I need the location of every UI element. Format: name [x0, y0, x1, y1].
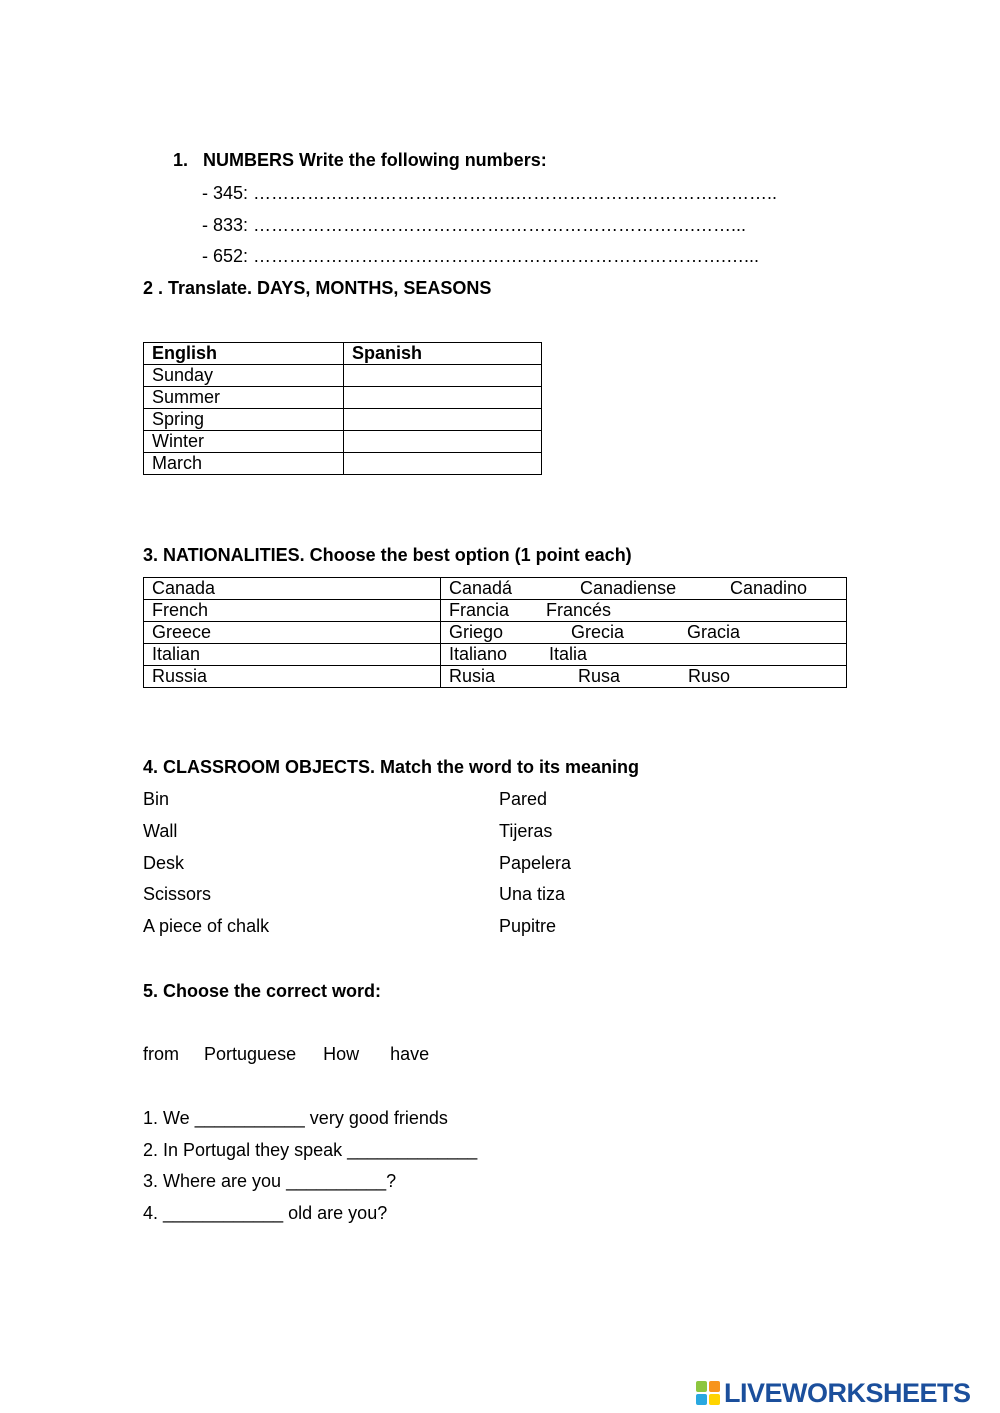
english-word: Sunday	[144, 365, 344, 387]
fill-sentence[interactable]: 4. ____________ old are you?	[143, 1203, 388, 1223]
spanish-answer-cell[interactable]	[344, 431, 542, 453]
number-label: - 833:	[202, 215, 249, 235]
table-row	[144, 387, 542, 409]
section2-title: 2 . Translate. DAYS, MONTHS, SEASONS	[143, 278, 492, 298]
word-bank	[143, 1044, 429, 1065]
english-word: Summer	[144, 387, 344, 409]
table-row	[144, 622, 847, 644]
options-cell	[441, 644, 847, 666]
option[interactable]: Rusa	[578, 666, 621, 686]
fill-sentence[interactable]: 2. In Portugal they speak _____________	[143, 1140, 478, 1160]
english-word: Winter	[144, 431, 344, 453]
options-cell	[441, 666, 847, 688]
option[interactable]: Canadino	[730, 578, 808, 598]
option[interactable]: Rusia	[449, 666, 496, 686]
option[interactable]: Italia	[549, 644, 588, 664]
table-row	[144, 644, 847, 666]
country-word: French	[144, 600, 441, 622]
options-cell	[441, 578, 847, 600]
section1-number: 1.	[173, 150, 189, 170]
table-row	[144, 600, 847, 622]
section3-title: 3. NATIONALITIES. Choose the best option (1 point each)	[143, 545, 632, 565]
word-bank-item[interactable]: from	[143, 1044, 179, 1064]
table-row	[144, 409, 542, 431]
table-row	[144, 578, 847, 600]
option[interactable]: Canadá	[449, 578, 513, 598]
option[interactable]: Italiano	[449, 644, 508, 664]
match-right-word[interactable]: Tijeras	[499, 821, 553, 841]
word-bank-item[interactable]: have	[390, 1044, 430, 1064]
country-word: Greece	[144, 622, 441, 644]
match-right-word[interactable]: Papelera	[499, 853, 572, 873]
english-word: March	[144, 453, 344, 475]
section4-title: 4. CLASSROOM OBJECTS. Match the word to its meaning	[143, 757, 640, 777]
match-left-word[interactable]: A piece of chalk	[143, 916, 270, 936]
number-item	[202, 246, 759, 267]
header-spanish: Spanish	[344, 343, 542, 365]
country-word: Italian	[144, 644, 441, 666]
match-left-word[interactable]: Desk	[143, 853, 185, 873]
translate-table	[143, 342, 542, 475]
number-answer-line[interactable]: …………………………………………………………………….…...	[253, 246, 760, 266]
logo-text: LIVEWORKSHEETS	[724, 1378, 971, 1408]
word-bank-item[interactable]: Portuguese	[204, 1044, 297, 1064]
match-right-word[interactable]: Pupitre	[499, 916, 557, 936]
section5-title: 5. Choose the correct word:	[143, 981, 382, 1001]
country-word: Russia	[144, 666, 441, 688]
options-cell	[441, 600, 847, 622]
options-cell	[441, 622, 847, 644]
number-answer-line[interactable]: …………………………………….………………………….……...	[253, 215, 747, 235]
section1-title: NUMBERS Write the following numbers:	[203, 150, 547, 170]
option[interactable]: Canadiense	[580, 578, 677, 598]
spanish-answer-cell[interactable]	[344, 409, 542, 431]
option[interactable]: Francia	[449, 600, 510, 620]
match-left-word[interactable]: Scissors	[143, 884, 212, 904]
option[interactable]: Griego	[449, 622, 504, 642]
spanish-answer-cell[interactable]	[344, 387, 542, 409]
number-item	[202, 183, 777, 204]
section1-heading	[173, 150, 547, 171]
match-left-word[interactable]: Bin	[143, 789, 170, 809]
option[interactable]: Grecia	[571, 622, 625, 642]
fill-sentence[interactable]: 1. We ___________ very good friends	[143, 1108, 448, 1128]
match-right-word[interactable]: Una tiza	[499, 884, 566, 904]
spanish-answer-cell[interactable]	[344, 453, 542, 475]
fill-sentence[interactable]: 3. Where are you __________?	[143, 1171, 397, 1191]
table-row	[144, 365, 542, 387]
table-row	[144, 453, 542, 475]
number-answer-line[interactable]: ……………………………………..……………………………………..	[253, 183, 778, 203]
word-bank-item[interactable]: How	[323, 1044, 360, 1064]
option[interactable]: Gracia	[687, 622, 741, 642]
match-right-word[interactable]: Pared	[499, 789, 548, 809]
header-english: English	[144, 343, 344, 365]
country-word: Canada	[144, 578, 441, 600]
option[interactable]: Francés	[546, 600, 612, 620]
number-label: - 345:	[202, 183, 249, 203]
english-word: Spring	[144, 409, 344, 431]
table-row	[144, 431, 542, 453]
match-left-word[interactable]: Wall	[143, 821, 178, 841]
nationalities-table	[143, 577, 847, 688]
table-header-row	[144, 343, 542, 365]
number-label: - 652:	[202, 246, 249, 266]
number-item	[202, 215, 746, 236]
logo-mark-icon	[696, 1381, 720, 1405]
option[interactable]: Ruso	[688, 666, 731, 686]
table-row	[144, 666, 847, 688]
spanish-answer-cell[interactable]	[344, 365, 542, 387]
